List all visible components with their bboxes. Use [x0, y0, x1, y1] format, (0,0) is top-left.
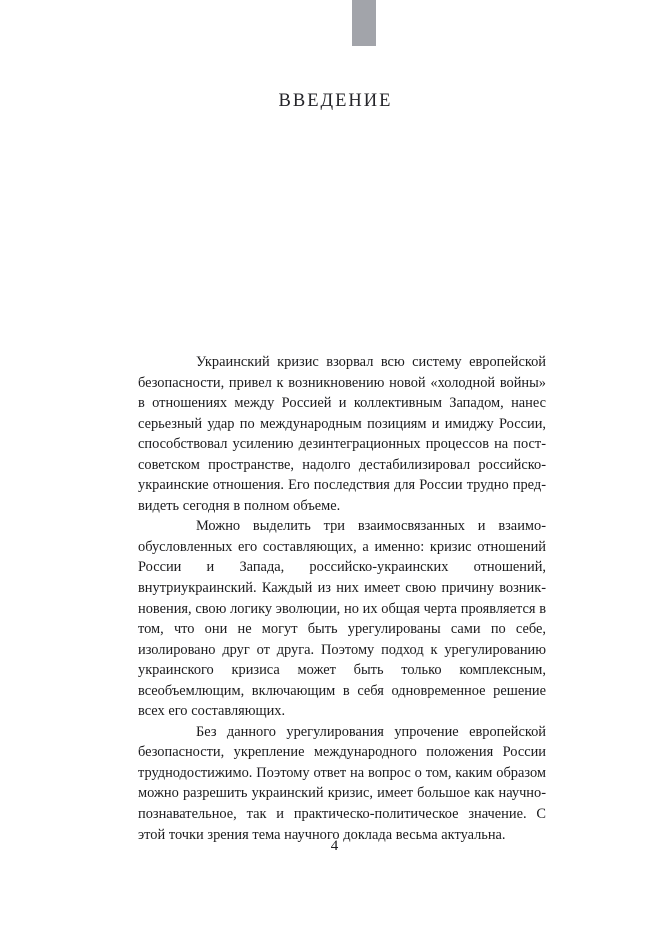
page-title: ВВЕДЕНИЕ: [278, 91, 393, 112]
body-paragraph: Украинский кризис взорвал всю систему европейской безопасности, привел к возникновению новой «холодной войны» в отношениях между Россией и коллективным Западом, нанес серьезный удар по международным позициям и имиджу России, способствовал усилению дезинтеграционных процессов на постсоветском пространстве, надолго дестабилизировал российско-украинские отношения. Его последствия для России трудно предвидеть сегодня в полном объеме.: [138, 354, 546, 514]
page-number: 4: [330, 838, 339, 854]
body-text-block: [138, 352, 546, 845]
decorative-top-rule: [352, 0, 376, 46]
body-paragraph: Без данного урегулирования упрочение европейской безопасности, укрепление международного положения России труднодостижимо. Поэтому ответ на вопрос о том, каким образом можно разрешить украинский кризис, имеет большое как научно-познавательное, так и практическо-политическое значение. С этой точки зрения тема научного доклада весьма актуальна.: [138, 723, 546, 843]
body-paragraph: Можно выделить три взаимосвязанных и взаимообусловленных его составляющих, а именно: кризис отношений России и Запада, российско-украинских отношений, внутриукраинский. Каждый из них имеет свою причину возникновения, свою логику эволюции, но их общая черта проявляется в том, что они не могут быть урегулированы сами по себе, изолировано друг от друга. Поэтому подход к урегулированию украинского кризиса может быть только комплексным, всеобъемлющим, включающим в себя одновременное решение всех его составляющих.: [138, 518, 546, 720]
